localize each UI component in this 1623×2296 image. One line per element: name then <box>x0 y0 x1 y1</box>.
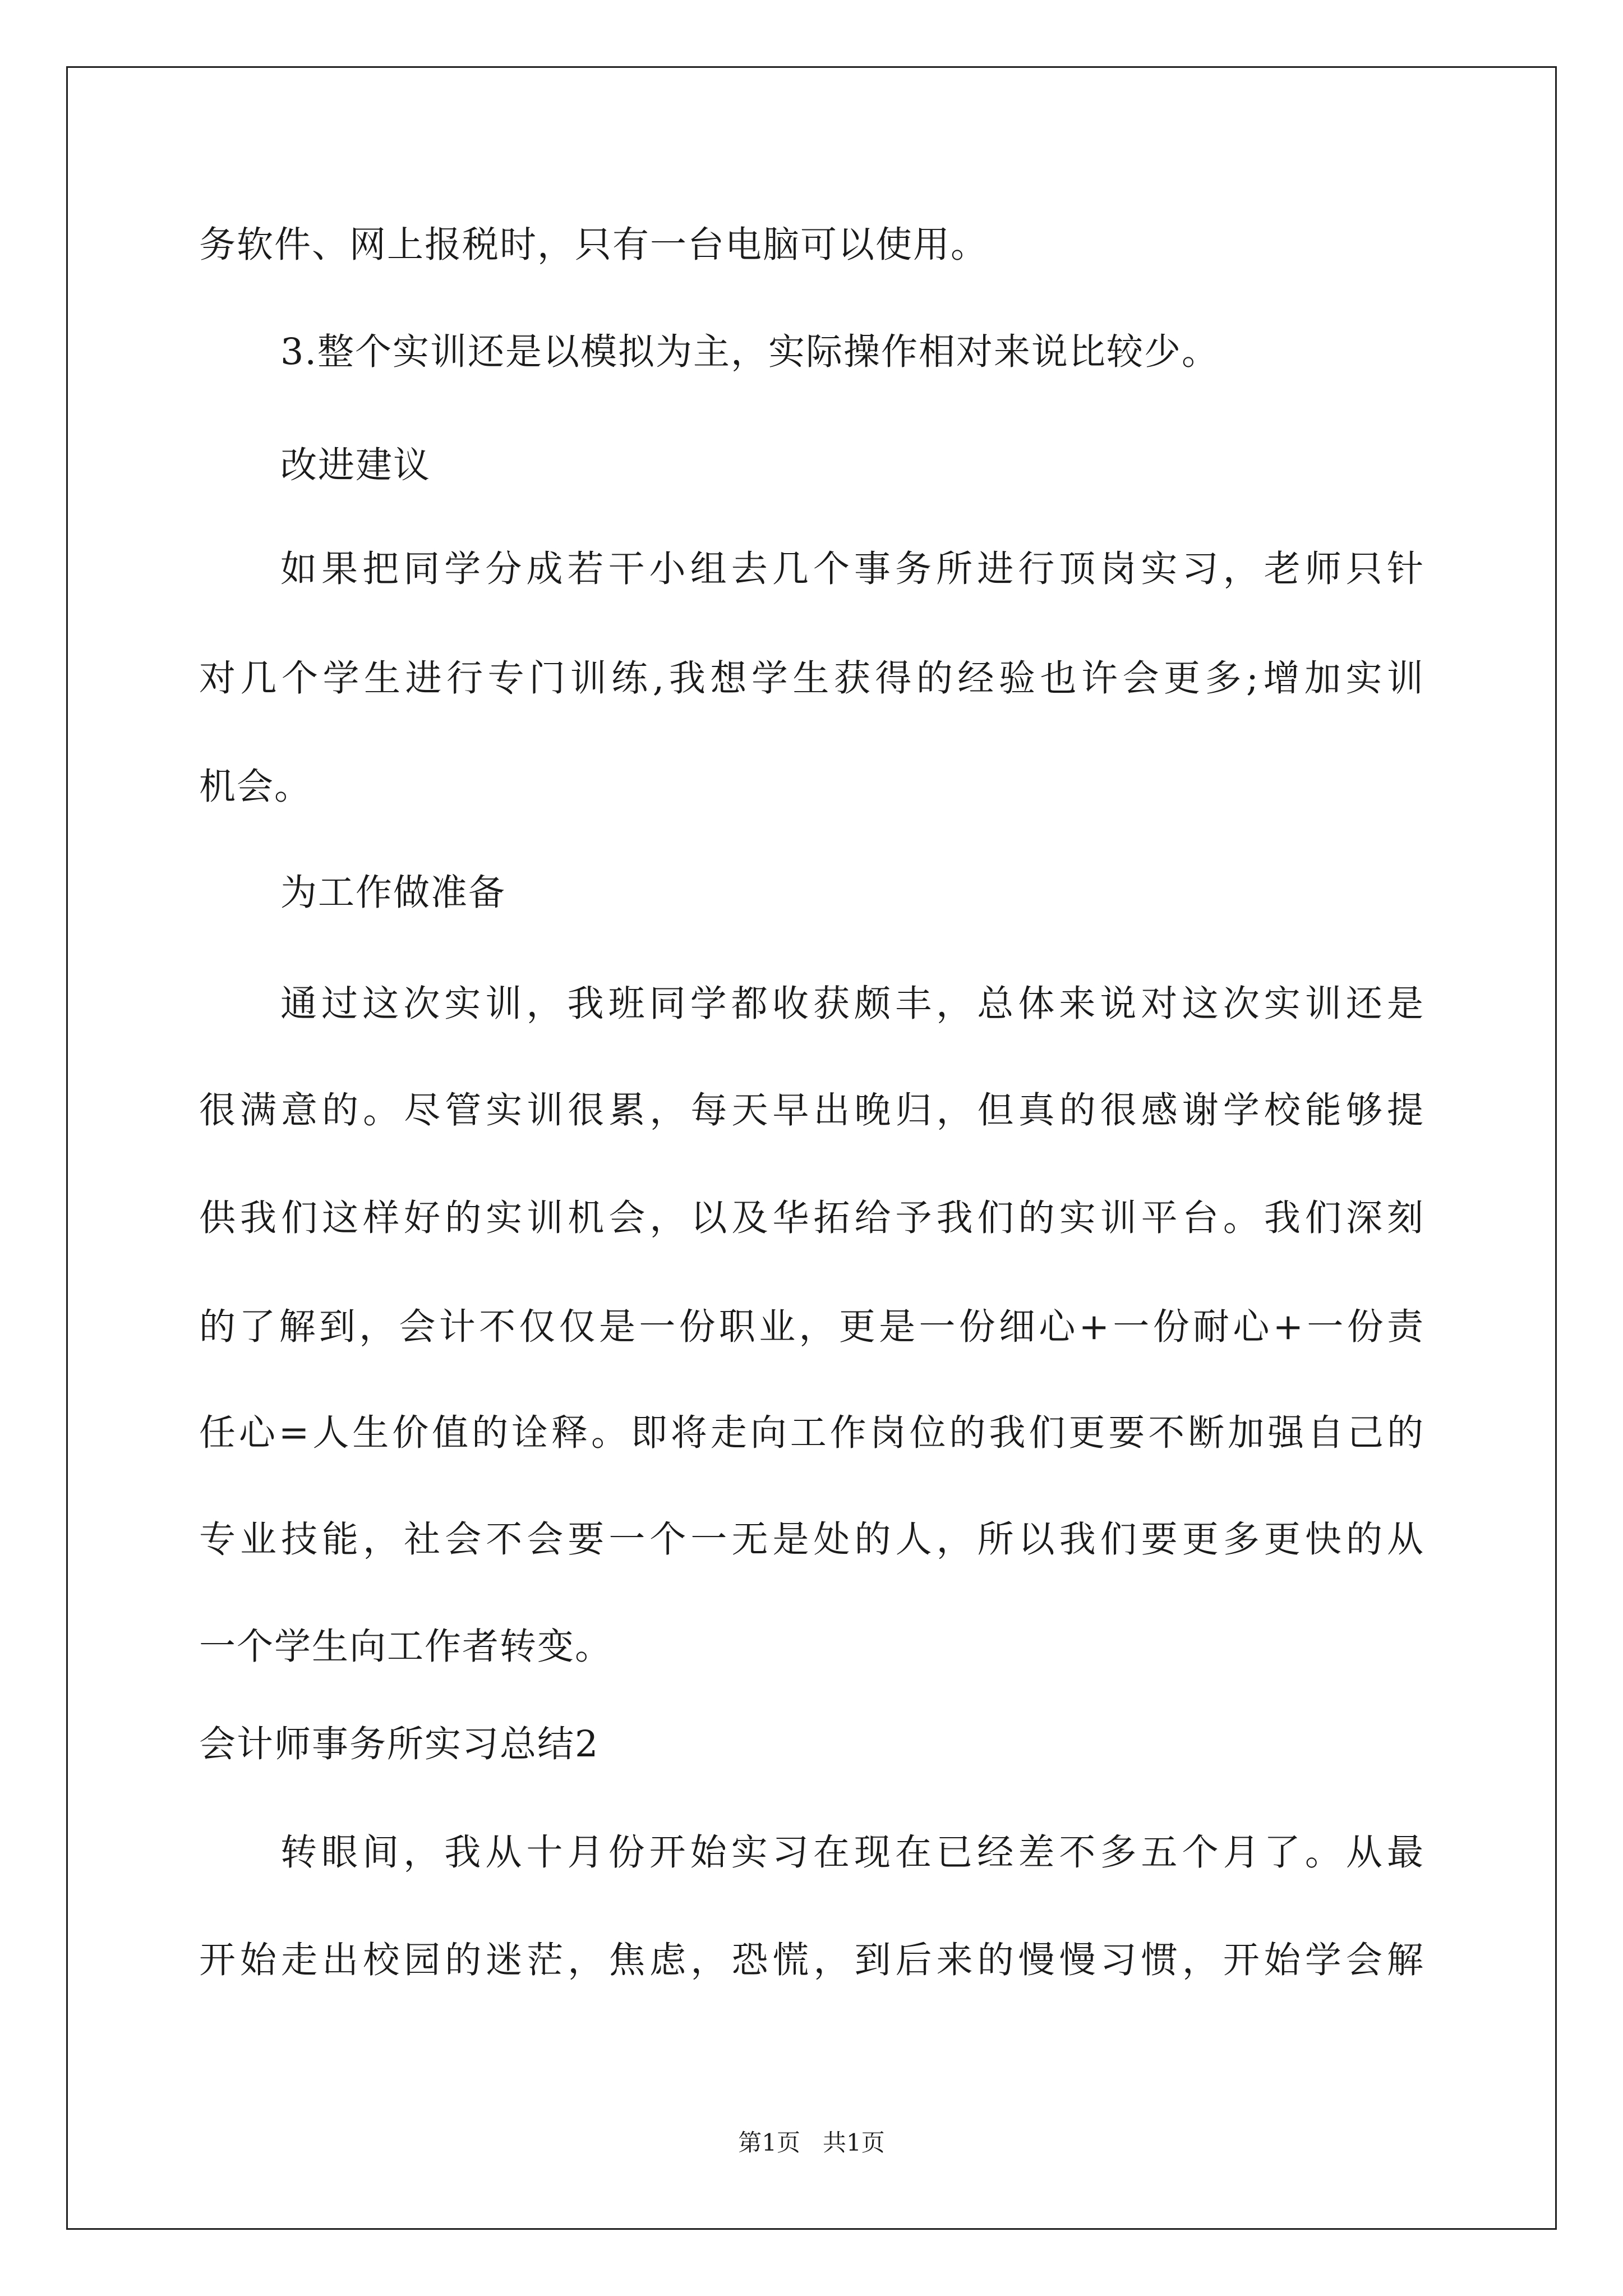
text-line-10: 供我们这样好的实训机会，以及华拓给予我们的实训平台。我们深刻 <box>199 1197 1424 1239</box>
section-heading-improvement: 改进建议 <box>280 444 431 486</box>
text-line-8: 通过这次实训，我班同学都收获颇丰，总体来说对这次实训还是 <box>280 983 1424 1025</box>
page-footer: 第1页 共1页 <box>738 2129 885 2156</box>
text-line-9: 很满意的。尽管实训很累，每天早出晚归，但真的很感谢学校能够提 <box>199 1089 1424 1131</box>
text-line-17: 开始走出校园的迷茫，焦虑，恐慌，到后来的慢慢习惯，开始学会解 <box>199 1939 1424 1981</box>
text-line-5: 对几个学生进行专门训练,我想学生获得的经验也许会更多;增加实训 <box>199 657 1424 700</box>
text-line-16: 转眼间，我从十月份开始实习在现在已经差不多五个月了。从最 <box>280 1832 1424 1874</box>
text-line-11: 的了解到，会计不仅仅是一份职业，更是一份细心+一份耐心+一份责 <box>199 1306 1424 1348</box>
section-heading-prepare: 为工作做准备 <box>280 872 506 914</box>
page-border <box>66 66 1557 2230</box>
text-line-12: 任心=人生价值的诠释。即将走向工作岗位的我们更要不断加强自己的 <box>199 1412 1424 1454</box>
text-line-1: 务软件、网上报税时，只有一台电脑可以使用。 <box>199 224 989 266</box>
text-line-13: 专业技能，社会不会要一个一无是处的人，所以我们要更多更快的从 <box>199 1519 1424 1561</box>
text-line-6: 机会。 <box>199 766 312 808</box>
section-title-summary-2: 会计师事务所实习总结2 <box>199 1723 600 1765</box>
text-line-2: 3.整个实训还是以模拟为主，实际操作相对来说比较少。 <box>280 331 1220 373</box>
text-line-14: 一个学生向工作者转变。 <box>199 1626 613 1668</box>
text-line-4: 如果把同学分成若干小组去几个事务所进行顶岗实习，老师只针 <box>280 548 1424 590</box>
